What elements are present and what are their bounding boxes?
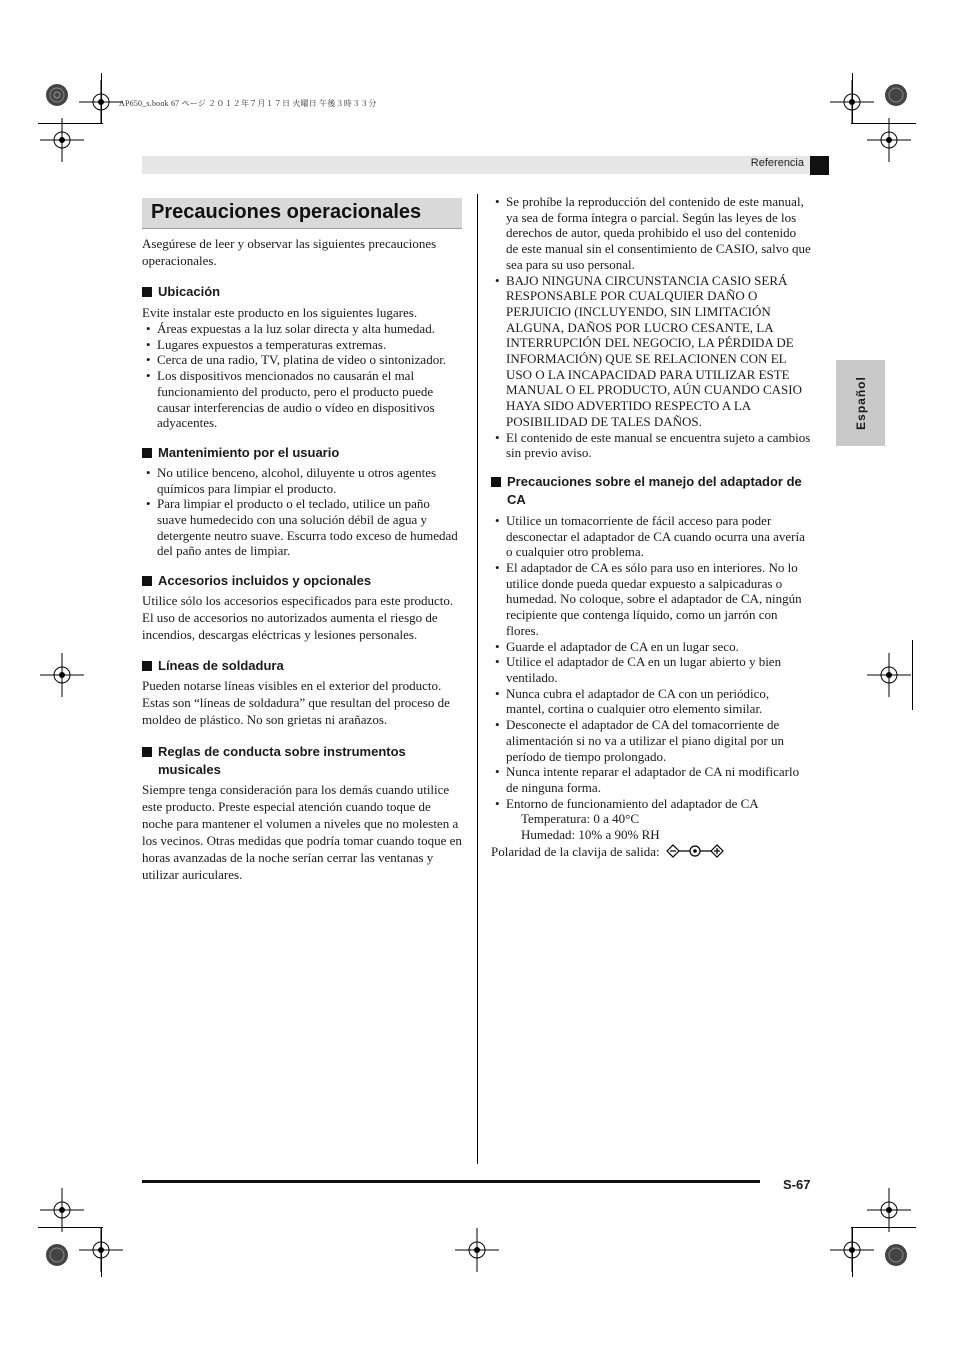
footer-rule [142, 1180, 760, 1183]
section-heading-accesorios: Accesorios incluidos y opcionales [142, 572, 462, 590]
print-job-header: AP650_s.book 67 ページ ２０１２年７月１７日 火曜日 午後３時３３分 [119, 99, 377, 108]
square-bullet-icon [491, 477, 501, 487]
registration-mark-bottom-left [35, 1233, 79, 1277]
section-heading-conducta: Reglas de conducta sobre instrumentos musicales [142, 743, 462, 779]
accesorios-text: Utilice sólo los accesorios especificados para este producto. El uso de accesorios no autorizados aumenta el riesgo de incendios, descargas eléctricas y lesiones personales. [142, 593, 454, 643]
trim-line [851, 1227, 916, 1228]
column-divider [477, 194, 478, 1164]
list-item: • El adaptador de CA es sólo para uso en interiores. No lo utilice donde pueda quedar expuesto a salpicaduras o humedad. No coloque, sobre el adaptador de CA, ningún recipiente que contenga líquido, como un jarrón con flores. [495, 560, 802, 638]
list-item: • Entorno de funcionamiento del adaptador de CA [495, 795, 759, 811]
language-tab [836, 360, 885, 446]
trim-line [852, 1227, 853, 1277]
crosshair-mark [40, 118, 84, 162]
trim-line [912, 640, 913, 710]
trim-line [101, 1227, 102, 1277]
page-number: S-67 [783, 1177, 811, 1192]
dc-polarity-center-positive-icon [666, 844, 724, 862]
trim-line [38, 1227, 103, 1228]
section-heading-adaptador: Precauciones sobre el manejo del adaptador de CA [491, 473, 811, 509]
list-item: • Utilice un tomacorriente de fácil acceso para poder desconectar el adaptador de CA cuando ocurra una avería o cualquier otro problema. [495, 512, 805, 560]
header-block [810, 156, 829, 175]
running-header-bar [142, 156, 810, 174]
list-item: • Se prohíbe la reproducción del contenido de este manual, ya sea de forma íntegra o parcial. Según las leyes de los derechos de autor, queda prohibido el uso del contenido de este manual sin el consentimiento de CASIO, salvo que sea para su uso personal. [495, 194, 811, 272]
list-item: • Desconecte el adaptador de CA del tomacorriente de alimentación si no va a utilizar el piano digital por un período de tiempo prolongado. [495, 717, 784, 764]
registration-mark-bottom-right [874, 1233, 918, 1277]
page-title: Precauciones operacionales [142, 198, 462, 229]
temperature-spec: Temperatura: 0 a 40°C [521, 811, 639, 827]
crosshair-mark [455, 1228, 499, 1272]
section-heading-ubicacion: Ubicación [142, 283, 462, 301]
section-label: Referencia [750, 157, 804, 169]
ubicacion-list [142, 321, 462, 431]
right-column [491, 194, 811, 862]
crosshair-mark [867, 1188, 911, 1232]
soldadura-text: Pueden notarse líneas visibles en el exterior del producto. Estas son “líneas de soldadura” que resultan del proceso de moldeo de plástico. No son grietas ni arañazos. [142, 678, 450, 728]
conducta-text: Siempre tenga consideración para los demás cuando utilice este producto. Preste especial atención cuando toque de noche para mantener el volumen a niveles que no molesten a los vecinos. Otras medidas que podría tomar cuando toque en horas avanzadas de la noche serían cerrar las ventanas y utilizar auriculares. [142, 782, 462, 883]
list-item: • Utilice el adaptador de CA en un lugar abierto y bien ventilado. [495, 654, 782, 685]
intro-text: Asegúrese de leer y observar las siguientes precauciones operacionales. [142, 236, 437, 268]
polarity-line [491, 843, 811, 862]
list-item: • Para limpiar el producto o el teclado, utilice un paño suave humedecido con una solución débil de agua y detergente neutro suave. Escurra todo exceso de humedad del paño antes de limpiar. [146, 496, 458, 559]
registration-mark-top-right [874, 73, 918, 117]
left-column [142, 198, 462, 883]
square-bullet-icon [142, 287, 152, 297]
list-item: • Guarde el adaptador de CA en un lugar seco. [495, 638, 739, 654]
humidity-spec: Humedad: 10% a 90% RH [521, 827, 660, 843]
trim-line [852, 73, 853, 123]
mantenimiento-list [142, 465, 462, 559]
list-item: • Nunca cubra el adaptador de CA con un periódico, mantel, cortina o cualquier otro elemento similar. [495, 685, 770, 717]
crosshair-mark [40, 1188, 84, 1232]
square-bullet-icon [142, 576, 152, 586]
adaptador-list [491, 513, 811, 811]
registration-mark-top-left [35, 73, 79, 117]
list-item: • No utilice benceno, alcohol, diluyente u otros agentes químicos para limpiar el producto. [146, 464, 437, 496]
language-tab-label: Español [853, 376, 868, 430]
crosshair-mark [867, 653, 911, 697]
section-heading-soldadura: Líneas de soldadura [142, 657, 462, 675]
list-item: • Cerca de una radio, TV, platina de vídeo o sintonizador. [146, 352, 447, 368]
polarity-label: Polaridad de la clavija de salida: [491, 843, 660, 859]
crosshair-mark [867, 118, 911, 162]
trim-line [851, 123, 916, 124]
section-heading-mantenimiento: Mantenimiento por el usuario [142, 444, 462, 462]
list-item: • BAJO NINGUNA CIRCUNSTANCIA CASIO SERÁ RESPONSABLE POR CUALQUIER DAÑO O PERJUICIO (INCLUYENDO, SIN LIMITACIÓN ALGUNA, DAÑOS POR LUCRO CESANTE, LA INTERRUPCIÓN DEL NEGOCIO, LA PÉRDIDA DE INFORMACIÓN) QUE SE RELACIONEN CON EL USO O LA INCAPACIDAD PARA UTILIZAR ESTE MANUAL O EL PRODUCTO, AÚN CUANDO CASIO HAYA SIDO ADVERTIDO RESPECTO A LA POSIBILIDAD DE TALES DAÑOS. [495, 272, 803, 429]
square-bullet-icon [142, 448, 152, 458]
trim-line [38, 123, 103, 124]
crosshair-mark [40, 653, 84, 697]
list-item: • Los dispositivos mencionados no causarán el mal funcionamiento del producto, pero el producto puede causar interferencias de audio o vídeo en dispositivos adyacentes. [146, 368, 435, 431]
list-item: • Lugares expuestos a temperaturas extremas. [146, 336, 387, 352]
square-bullet-icon [142, 747, 152, 757]
legal-notice-list [491, 194, 811, 461]
ubicacion-text: Evite instalar este producto en los siguientes lugares. [142, 305, 418, 320]
list-item: • Áreas expuestas a la luz solar directa y alta humedad. [146, 321, 435, 336]
list-item: • El contenido de este manual se encuentra sujeto a cambios sin previo aviso. [495, 429, 811, 461]
square-bullet-icon [142, 661, 152, 671]
trim-line [101, 73, 102, 123]
list-item: • Nunca intente reparar el adaptador de CA ni modificarlo de ninguna forma. [495, 764, 800, 795]
